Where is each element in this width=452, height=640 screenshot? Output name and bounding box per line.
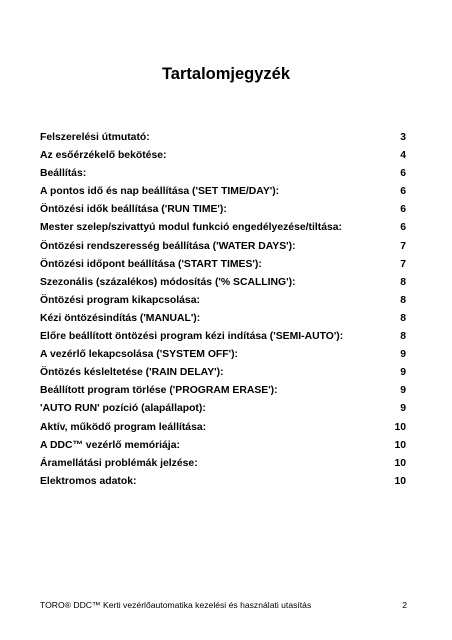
toc-entry [40, 330, 406, 348]
toc-entry [40, 312, 406, 330]
toc-entry-page: 6 [400, 204, 406, 216]
toc-entry-page: 9 [400, 403, 406, 415]
toc-entry-label: Öntözési rendszeresség beállítása ('WATER DAYS'): [40, 240, 296, 252]
toc-entry [40, 203, 406, 221]
toc-entry-page: 7 [400, 258, 406, 270]
toc-entry-label: Kézi öntözésindítás ('MANUAL'): [40, 312, 201, 324]
toc-entry-page: 9 [400, 367, 406, 379]
toc-entry [40, 475, 406, 493]
toc-entry-page: 4 [400, 150, 406, 162]
toc-entry [40, 366, 406, 384]
toc-entry-label: A pontos idő és nap beállítása ('SET TIME/DAY'): [40, 186, 280, 198]
toc-entry-page: 10 [394, 439, 406, 451]
toc-entry [40, 167, 406, 185]
toc-entry [40, 185, 406, 203]
toc-entry-label: Mester szelep/szivattyú modul funkció engedélyezése/tiltása: [40, 222, 343, 234]
toc-entry [40, 294, 406, 312]
page-number: 2 [402, 600, 407, 610]
toc-entry [40, 457, 406, 475]
toc-entry [40, 402, 406, 420]
toc-entry [40, 384, 406, 402]
toc-entry-page: 3 [400, 132, 406, 143]
toc-entry-label: Beállított program törlése ('PROGRAM ERASE'): [40, 385, 278, 397]
toc-entry-label: Öntözési program kikapcsolása: [40, 294, 200, 306]
toc-entry-label: Az esőérzékelő bekötése: [40, 150, 167, 162]
toc-entry-label: A DDC™ vezérlő memóriája: [40, 439, 180, 451]
toc-entry-label: Áramellátási problémák jelzése: [40, 457, 198, 469]
table-of-contents [40, 131, 406, 493]
toc-entry [40, 149, 406, 167]
toc-entry [40, 439, 406, 457]
toc-entry-label: Felszerelési útmutató: [40, 132, 150, 143]
toc-entry-label: Öntözési időpont beállítása ('START TIMES'): [40, 258, 262, 270]
toc-entry-page: 8 [400, 294, 406, 306]
toc-entry-page: 6 [400, 168, 406, 180]
toc-entry-label: Aktív, működő program leállítása: [40, 421, 207, 433]
toc-entry [40, 221, 406, 239]
page-title: Tartalomjegyzék [161, 65, 291, 83]
toc-entry-label: Elektromos adatok: [40, 475, 137, 487]
toc-entry-page: 9 [400, 349, 406, 361]
toc-entry-label: Előre beállított öntözési program kézi indítása ('SEMI-AUTO'): [40, 331, 344, 343]
toc-entry-page: 6 [400, 186, 406, 198]
toc-entry-page: 10 [394, 421, 406, 433]
toc-entry-label: Beállítás: [40, 168, 87, 180]
toc-entry-page: 10 [394, 457, 406, 469]
toc-entry [40, 348, 406, 366]
toc-entry-label: Szezonális (százalékos) módosítás ('% SCALLING'): [40, 276, 296, 288]
toc-entry-label: 'AUTO RUN' pozíció (alapállapot): [40, 403, 206, 415]
toc-entry-page: 6 [400, 222, 406, 234]
toc-entry-page: 8 [400, 312, 406, 324]
toc-entry-page: 10 [394, 475, 406, 487]
toc-entry-label: A vezérlő lekapcsolása ('SYSTEM OFF'): [40, 349, 238, 361]
toc-entry [40, 276, 406, 294]
page-footer [40, 600, 407, 611]
toc-entry [40, 131, 406, 149]
toc-entry-label: Öntözési idők beállítása ('RUN TIME'): [40, 204, 227, 216]
toc-entry-page: 8 [400, 276, 406, 288]
toc-entry-page: 7 [400, 240, 406, 252]
toc-entry [40, 240, 406, 258]
toc-entry-page: 8 [400, 331, 406, 343]
toc-entry-page: 9 [400, 385, 406, 397]
toc-entry [40, 421, 406, 439]
toc-entry [40, 258, 406, 276]
toc-entry-label: Öntözés késleltetése ('RAIN DELAY'): [40, 367, 224, 379]
footer-text: TORO® DDC™ Kerti vezérlőautomatika kezelési és használati utasítás [40, 600, 312, 610]
